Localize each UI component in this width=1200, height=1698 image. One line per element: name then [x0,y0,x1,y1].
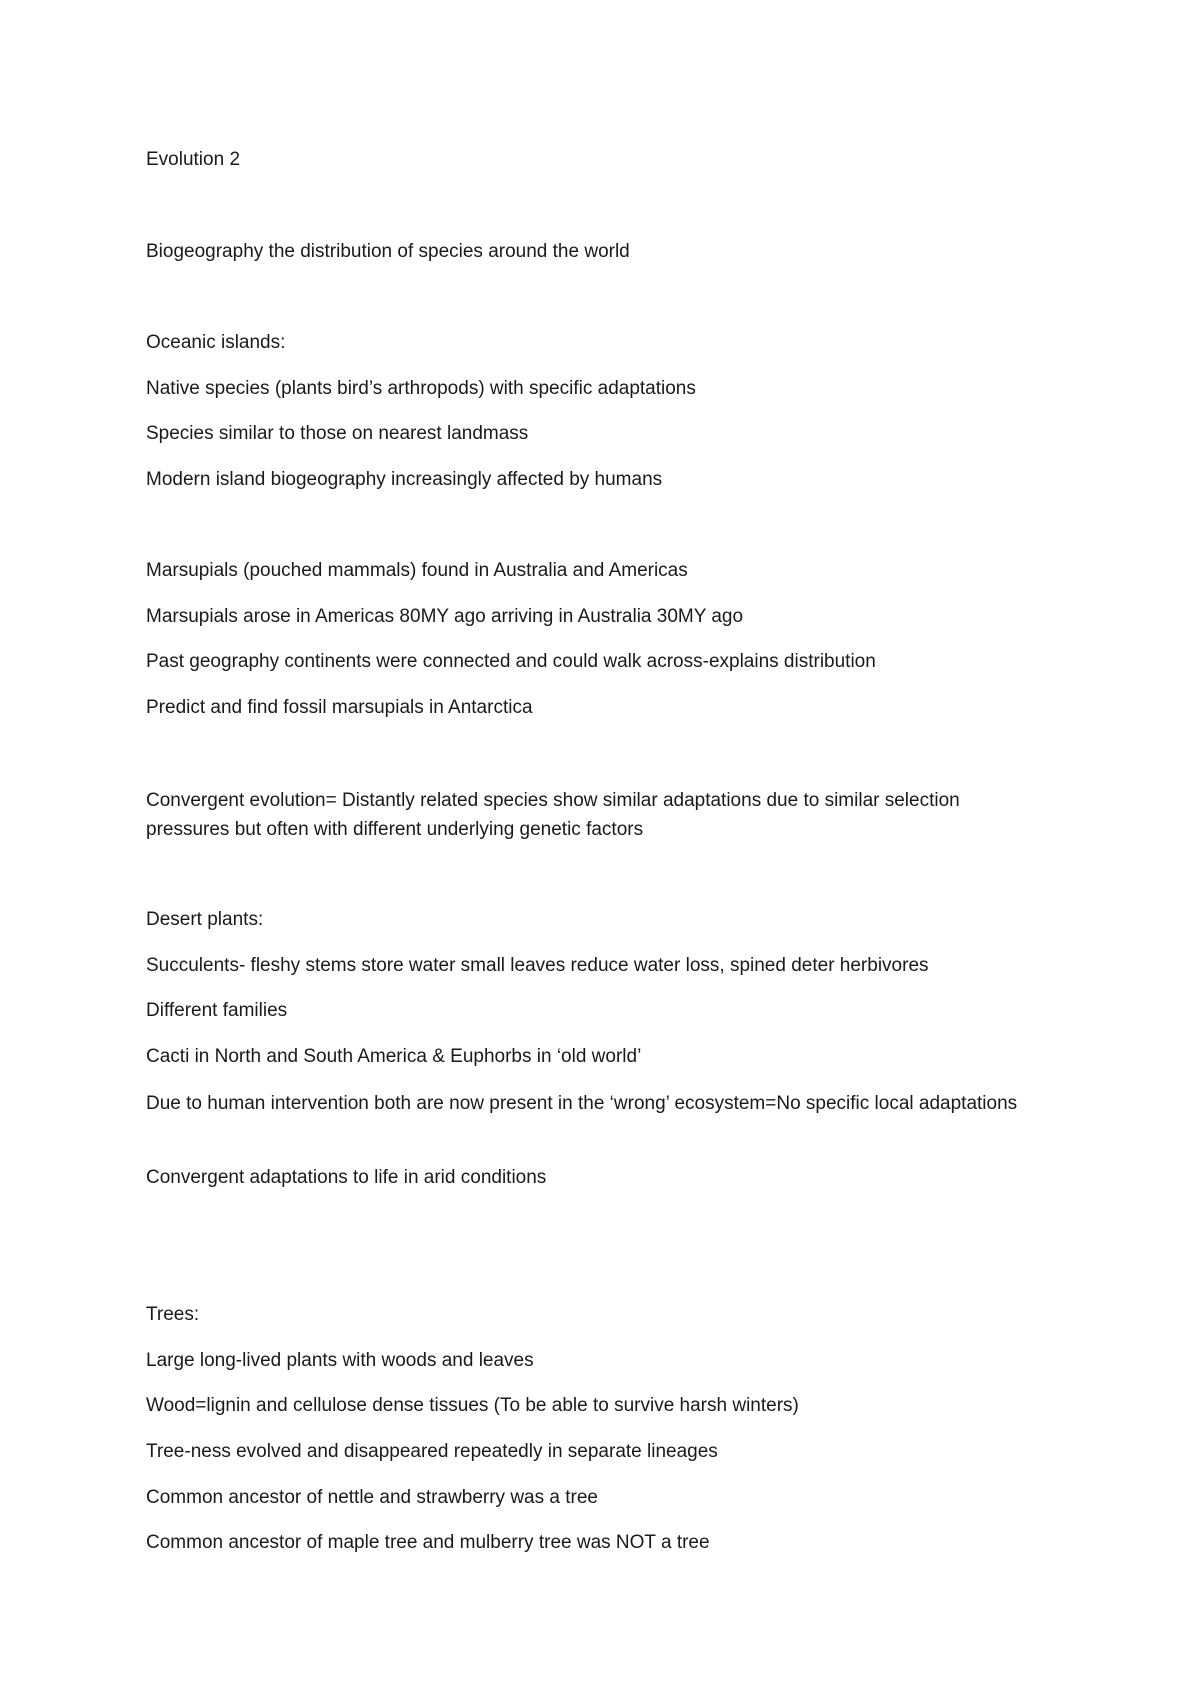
convergent-evolution-definition: Convergent evolution= Distantly related species show similar adaptations due to similar selection pressures but often with different underlying genetic factors [146,790,960,840]
document-title: Evolution 2 [146,149,241,170]
trees-item: Tree-ness evolved and disappeared repeatedly in separate lineages [146,1441,718,1462]
oceanic-islands-heading: Oceanic islands: [146,332,286,353]
trees-item: Wood=lignin and cellulose dense tissues (To be able to survive harsh winters) [146,1395,799,1416]
trees-heading: Trees: [146,1304,200,1325]
oceanic-item: Species similar to those on nearest landmass [146,423,529,444]
desert-item: Due to human intervention both are now present in the ‘wrong’ ecosystem=No specific local adaptations [146,1093,1018,1114]
marsupials-item: Marsupials (pouched mammals) found in Australia and Americas [146,560,688,581]
desert-item: Succulents- fleshy stems store water small leaves reduce water loss, spined deter herbivores [146,955,929,976]
trees-item: Common ancestor of maple tree and mulberry tree was NOT a tree [146,1532,710,1553]
desert-plants-heading: Desert plants: [146,909,264,930]
trees-item: Common ancestor of nettle and strawberry was a tree [146,1487,598,1508]
desert-item: Convergent adaptations to life in arid conditions [146,1167,547,1188]
desert-item: Different families [146,1000,288,1021]
marsupials-item: Marsupials arose in Americas 80MY ago arriving in Australia 30MY ago [146,606,744,627]
marsupials-item: Past geography continents were connected and could walk across-explains distribution [146,651,876,672]
biogeography-definition: Biogeography the distribution of species around the world [146,241,630,262]
desert-item: Cacti in North and South America & Euphorbs in ‘old world’ [146,1046,642,1067]
oceanic-item: Native species (plants bird’s arthropods) with specific adaptations [146,378,696,399]
trees-item: Large long-lived plants with woods and leaves [146,1350,534,1371]
oceanic-item: Modern island biogeography increasingly affected by humans [146,469,663,490]
marsupials-item: Predict and find fossil marsupials in Antarctica [146,697,533,718]
